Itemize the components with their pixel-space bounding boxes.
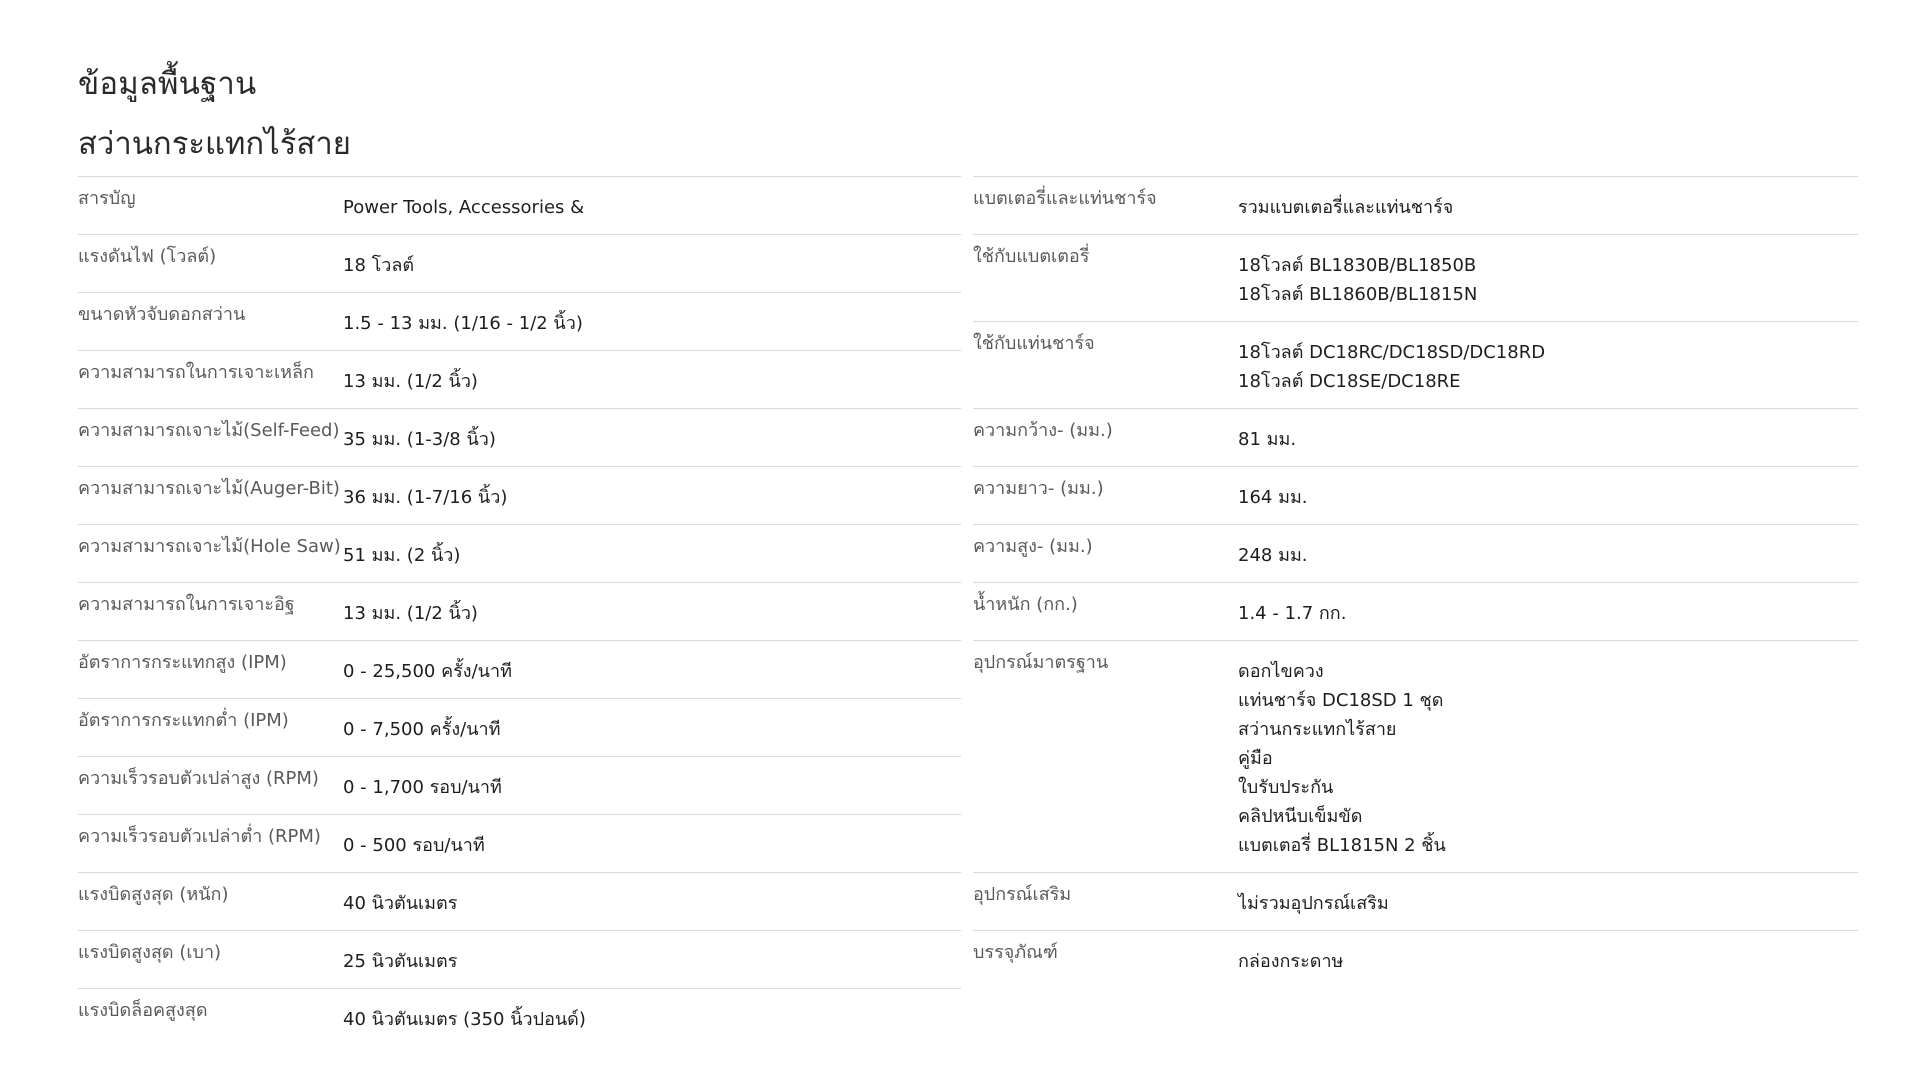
spec-label: ความสูง- (มม.) — [973, 536, 1093, 557]
spec-label: ความยาว- (มม.) — [973, 478, 1104, 499]
spec-label: อุปกรณ์เสริม — [973, 884, 1072, 905]
spec-label: แรงบิดสูงสุด (หนัก) — [78, 884, 229, 905]
spec-value-line: แบตเตอรี่ BL1815N 2 ชิ้น — [1238, 835, 1446, 856]
spec-value-line: แท่นชาร์จ DC18SD 1 ชุด — [1238, 690, 1444, 711]
spec-value-line: 40 นิวตันเมตร — [343, 893, 458, 914]
spec-row — [78, 756, 961, 814]
spec-label: ความสามารถเจาะไม้(Hole Saw) — [78, 536, 341, 557]
spec-row — [973, 582, 1858, 640]
spec-value-line: รวมแบตเตอรี่และแท่นชาร์จ — [1238, 197, 1454, 218]
spec-value-line: 13 มม. (1/2 นิ้ว) — [343, 371, 478, 392]
spec-value-line: 0 - 500 รอบ/นาที — [343, 835, 485, 856]
spec-page — [78, 58, 1858, 1030]
spec-value — [343, 525, 961, 582]
spec-value — [343, 989, 961, 1046]
spec-value — [343, 351, 961, 408]
spec-value — [343, 177, 961, 234]
spec-table-right — [973, 176, 1858, 988]
spec-value-line: Power Tools, Accessories & — [343, 197, 585, 218]
spec-label: ใช้กับแท่นชาร์จ — [973, 333, 1095, 354]
spec-value-line: 35 มม. (1-3/8 นิ้ว) — [343, 429, 496, 450]
spec-table-left — [78, 176, 961, 1046]
spec-value-line: 18โวลต์ DC18SE/DC18RE — [1238, 371, 1461, 392]
spec-label: ความกว้าง- (มม.) — [973, 420, 1113, 441]
spec-value-line: 25 นิวตันเมตร — [343, 951, 458, 972]
spec-row — [973, 640, 1858, 872]
spec-value — [343, 641, 961, 698]
spec-row — [973, 466, 1858, 524]
spec-label: แบตเตอรี่และแท่นชาร์จ — [973, 188, 1157, 209]
spec-value — [343, 815, 961, 872]
spec-value-line: ใบรับประกัน — [1238, 777, 1334, 798]
spec-value-line: ไม่รวมอุปกรณ์เสริม — [1238, 893, 1389, 914]
spec-label: บรรจุภัณฑ์ — [973, 942, 1058, 963]
spec-value-line: 18 โวลต์ — [343, 255, 415, 276]
spec-row — [78, 930, 961, 988]
spec-label: อัตราการกระแทกต่ำ (IPM) — [78, 710, 289, 731]
spec-value — [1238, 322, 1858, 408]
spec-value — [343, 293, 961, 350]
spec-value-line: สว่านกระแทกไร้สาย — [1238, 719, 1397, 740]
spec-row — [973, 321, 1858, 408]
spec-value — [343, 409, 961, 466]
spec-value-line: คลิปหนีบเข็มขัด — [1238, 806, 1363, 827]
spec-label: ความเร็วรอบตัวเปล่าสูง (RPM) — [78, 768, 319, 789]
spec-row — [78, 814, 961, 872]
spec-label: แรงบิดล็อคสูงสุด — [78, 1000, 208, 1021]
spec-value-line: 51 มม. (2 นิ้ว) — [343, 545, 461, 566]
spec-label: แรงดันไฟ (โวลต์) — [78, 246, 217, 267]
spec-row — [78, 582, 961, 640]
spec-row — [78, 350, 961, 408]
spec-value-line: 40 นิวตันเมตร (350 นิ้วปอนด์) — [343, 1009, 586, 1030]
spec-row — [78, 988, 961, 1046]
spec-row — [973, 872, 1858, 930]
spec-value-line: 0 - 1,700 รอบ/นาที — [343, 777, 502, 798]
spec-value-line: ดอกไขควง — [1238, 661, 1324, 682]
spec-value — [1238, 467, 1858, 524]
spec-row — [78, 524, 961, 582]
spec-value-line: 13 มม. (1/2 นิ้ว) — [343, 603, 478, 624]
spec-row — [78, 292, 961, 350]
spec-value-line: 81 มม. — [1238, 429, 1297, 450]
spec-value — [1238, 177, 1858, 234]
spec-value — [343, 699, 961, 756]
spec-row — [78, 698, 961, 756]
spec-value-line: 18โวลต์ DC18RC/DC18SD/DC18RD — [1238, 342, 1546, 363]
spec-value — [1238, 931, 1858, 988]
spec-value-line: 0 - 25,500 ครั้ง/นาที — [343, 661, 512, 682]
spec-row — [78, 466, 961, 524]
spec-row — [78, 234, 961, 292]
spec-value-line: คู่มือ — [1238, 748, 1273, 769]
spec-row — [973, 930, 1858, 988]
spec-value-line: 1.4 - 1.7 กก. — [1238, 603, 1347, 624]
spec-label: ความเร็วรอบตัวเปล่าต่ำ (RPM) — [78, 826, 321, 847]
spec-value — [343, 757, 961, 814]
spec-label: น้ำหนัก (กก.) — [973, 594, 1078, 615]
spec-row — [973, 524, 1858, 582]
spec-label: ความสามารถเจาะไม้(Auger-Bit) — [78, 478, 340, 499]
spec-value — [1238, 235, 1858, 321]
spec-label: ความสามารถในการเจาะเหล็ก — [78, 362, 314, 383]
spec-row — [973, 408, 1858, 466]
spec-value-line: 1.5 - 13 มม. (1/16 - 1/2 นิ้ว) — [343, 313, 583, 334]
section-heading: ข้อมูลพื้นฐาน — [78, 66, 257, 102]
spec-value-line: 164 มม. — [1238, 487, 1308, 508]
spec-value — [1238, 409, 1858, 466]
spec-value — [1238, 873, 1858, 930]
spec-value-line: กล่องกระดาษ — [1238, 951, 1344, 972]
spec-value — [343, 467, 961, 524]
spec-value-line: 248 มม. — [1238, 545, 1308, 566]
spec-value-line: 18โวลต์ BL1860B/BL1815N — [1238, 284, 1478, 305]
spec-value-line: 18โวลต์ BL1830B/BL1850B — [1238, 255, 1477, 276]
spec-label: ขนาดหัวจับดอกสว่าน — [78, 304, 246, 325]
spec-label: อุปกรณ์มาตรฐาน — [973, 652, 1109, 673]
spec-row — [973, 234, 1858, 321]
spec-value-line: 0 - 7,500 ครั้ง/นาที — [343, 719, 501, 740]
spec-label: ความสามารถในการเจาะอิฐ — [78, 594, 295, 615]
spec-label: สารบัญ — [78, 188, 136, 209]
spec-label: แรงบิดสูงสุด (เบา) — [78, 942, 222, 963]
spec-label: อัตราการกระแทกสูง (IPM) — [78, 652, 287, 673]
spec-row — [78, 176, 961, 234]
spec-row — [973, 176, 1858, 234]
spec-value — [343, 931, 961, 988]
spec-value — [343, 583, 961, 640]
spec-row — [78, 872, 961, 930]
spec-value-line: 36 มม. (1-7/16 นิ้ว) — [343, 487, 508, 508]
product-title: สว่านกระแทกไร้สาย — [78, 126, 351, 162]
spec-value — [1238, 583, 1858, 640]
spec-value — [1238, 525, 1858, 582]
spec-value — [1238, 641, 1858, 872]
spec-label: ความสามารถเจาะไม้(Self-Feed) — [78, 420, 340, 441]
spec-value — [343, 873, 961, 930]
spec-label: ใช้กับแบตเตอรี่ — [973, 246, 1090, 267]
spec-row — [78, 408, 961, 466]
spec-value — [343, 235, 961, 292]
spec-row — [78, 640, 961, 698]
